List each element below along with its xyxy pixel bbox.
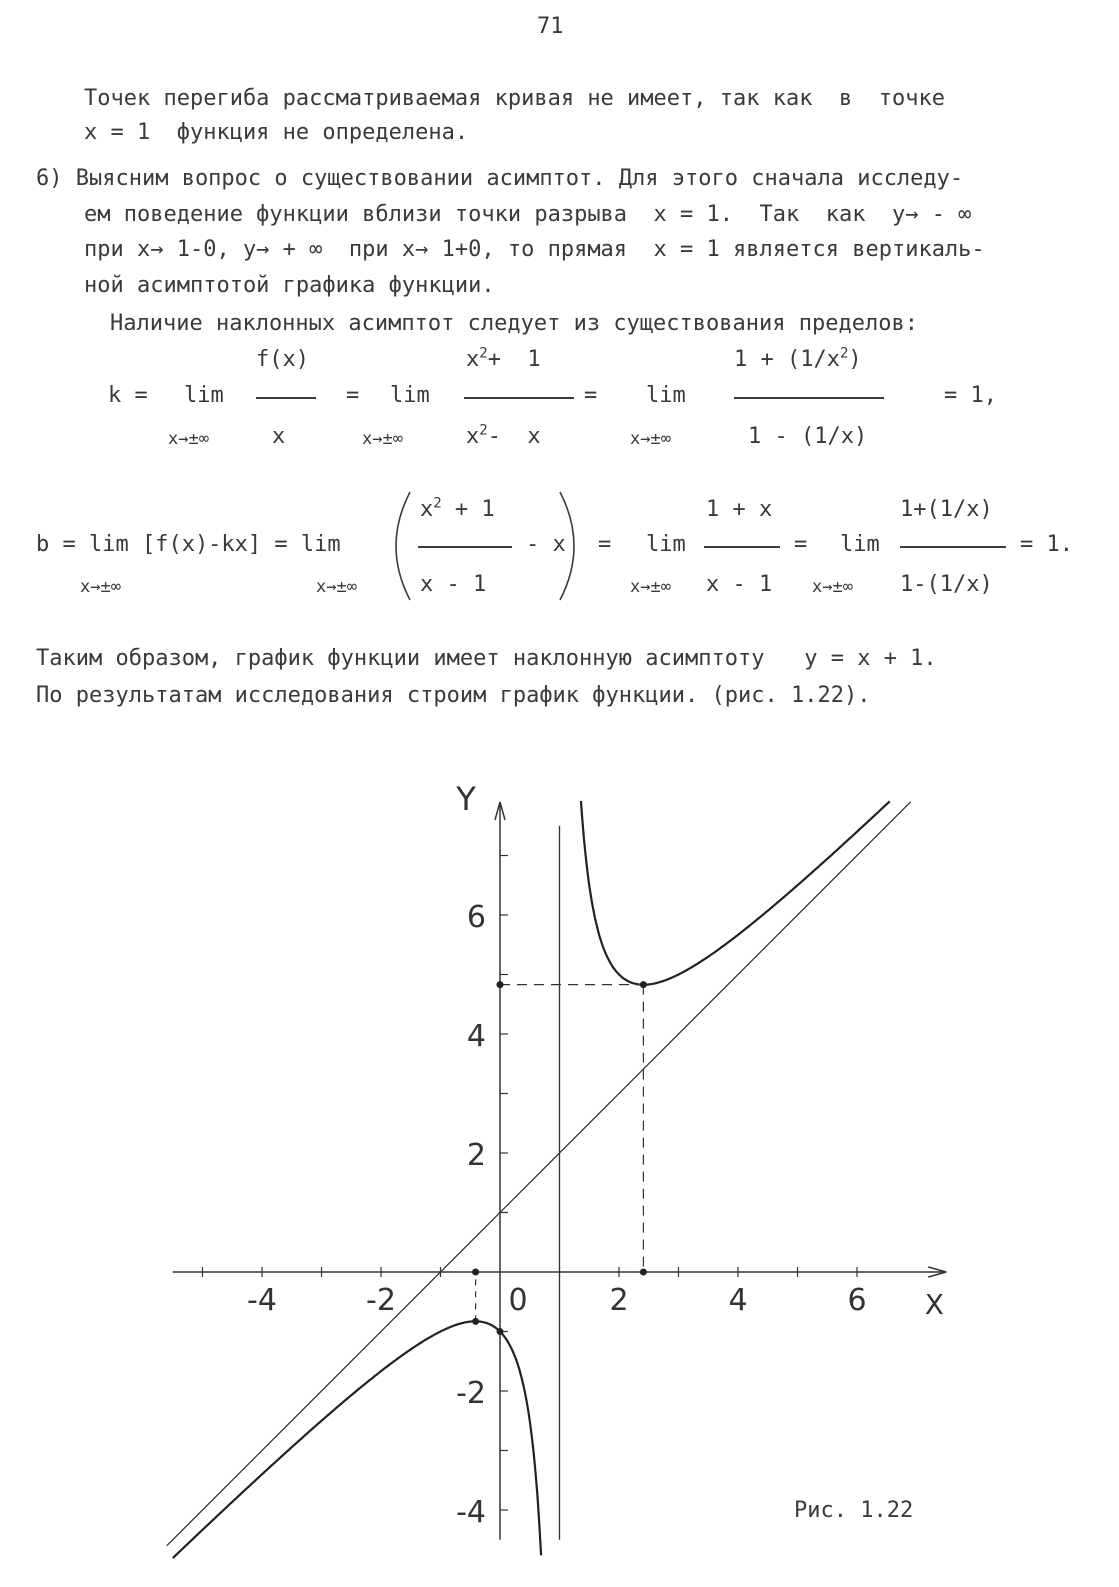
marked-point-projection	[497, 981, 504, 988]
y-tick-label: 2	[466, 1138, 486, 1173]
fracb2-bar	[704, 546, 780, 548]
y-tick-label: -4	[456, 1495, 486, 1530]
marked-point-projection	[640, 1269, 647, 1276]
text-line: По результатам исследования строим график функции. (рис. 1.22).	[36, 683, 871, 708]
lim-2: lim	[390, 383, 430, 408]
formula-k-rhs: = 1,	[944, 383, 997, 408]
formula-b-lhs: b = lim [f(x)-kx] = lim	[36, 532, 341, 557]
lim-b3: lim	[646, 532, 686, 557]
frac1-bar	[256, 397, 316, 399]
curve-right-branch	[581, 801, 890, 985]
fracb2-num: 1 + x	[706, 497, 773, 522]
x-tick-label: 6	[847, 1283, 867, 1318]
y-tick-label: 6	[466, 900, 486, 935]
lim-sub-b4: x→±∞	[812, 577, 853, 597]
fracb2-den: x - 1	[706, 572, 773, 597]
lim-sub-2: x→±∞	[362, 429, 403, 449]
fracb1-num: $x^2 + 1$	[420, 495, 495, 522]
text-line: 6) Выясним вопрос о существовании асимптот. Для этого сначала исследу-	[36, 166, 964, 191]
x-tick-label: 4	[728, 1283, 748, 1318]
fracb1-den: x - 1	[420, 572, 487, 597]
x-tick-label: -4	[247, 1283, 277, 1318]
y-axis-label: Y	[456, 779, 476, 818]
frac3-den: 1 - (1/x)	[748, 424, 868, 449]
lim-3: lim	[646, 383, 686, 408]
function-graph	[0, 720, 1119, 1587]
formula-k-lhs: k =	[108, 383, 148, 408]
lim-sub-b3: x→±∞	[630, 577, 671, 597]
x-tick-label: -2	[366, 1283, 396, 1318]
lim-sub-1: x→±∞	[168, 429, 209, 449]
y-tick-label: -2	[456, 1376, 486, 1411]
text-line: Наличие наклонных асимптот следует из существования пределов:	[110, 311, 918, 336]
fracb3-bar	[900, 546, 1006, 548]
frac1-den: x	[272, 424, 286, 449]
minus-x: - x	[526, 532, 566, 557]
text-line: при x→ 1-0, y→ + ∞ при x→ 1+0, то прямая x = 1 является вертикаль-	[84, 237, 985, 262]
x-tick-label: 2	[609, 1283, 629, 1318]
marked-point	[497, 1328, 504, 1335]
lim-sub-3: x→±∞	[630, 429, 671, 449]
lim-sub-b1: x→±∞	[80, 577, 121, 597]
text-line: ем поведение функции вблизи точки разрыва x = 1. Так как y→ - ∞	[84, 202, 972, 227]
marked-point	[640, 981, 647, 988]
text-line: x = 1 функция не определена.	[84, 120, 469, 145]
y-tick-label: 4	[466, 1019, 486, 1054]
text-line: Таким образом, график функции имеет наклонную асимптоту y = x + 1.	[36, 646, 937, 671]
fracb1-bar	[418, 546, 512, 548]
fracb3-num: 1+(1/x)	[900, 497, 993, 522]
frac2-den: $x^2-$ x	[466, 422, 541, 449]
lim-b4: lim	[840, 532, 880, 557]
eq-b1: =	[598, 532, 612, 557]
formula-b-rhs: = 1.	[1020, 532, 1073, 557]
oblique-asymptote	[167, 802, 914, 1546]
marked-point-projection	[472, 1269, 479, 1276]
fracb3-den: 1-(1/x)	[900, 572, 993, 597]
page-number: 71	[537, 14, 564, 39]
frac3-bar	[734, 397, 884, 399]
frac1-num: f(x)	[256, 347, 309, 372]
eq-2: =	[584, 383, 598, 408]
eq-1: =	[346, 383, 360, 408]
x-axis-label: X	[924, 1288, 944, 1321]
marked-point	[472, 1318, 479, 1325]
frac3-num: $1 + (1/x^2)$	[734, 345, 862, 372]
figure-caption: Рис. 1.22	[794, 1498, 914, 1523]
x-tick-label: 0	[508, 1283, 528, 1318]
text-line: Точек перегиба рассматриваемая кривая не имеет, так как в точке	[84, 86, 945, 111]
frac2-bar	[464, 397, 574, 399]
lim-1: lim	[184, 383, 224, 408]
lim-sub-b2: x→±∞	[316, 577, 357, 597]
eq-b2: =	[794, 532, 808, 557]
text-line: ной асимптотой графика функции.	[84, 273, 495, 298]
frac2-num: $x^2+ 1$	[466, 345, 541, 372]
